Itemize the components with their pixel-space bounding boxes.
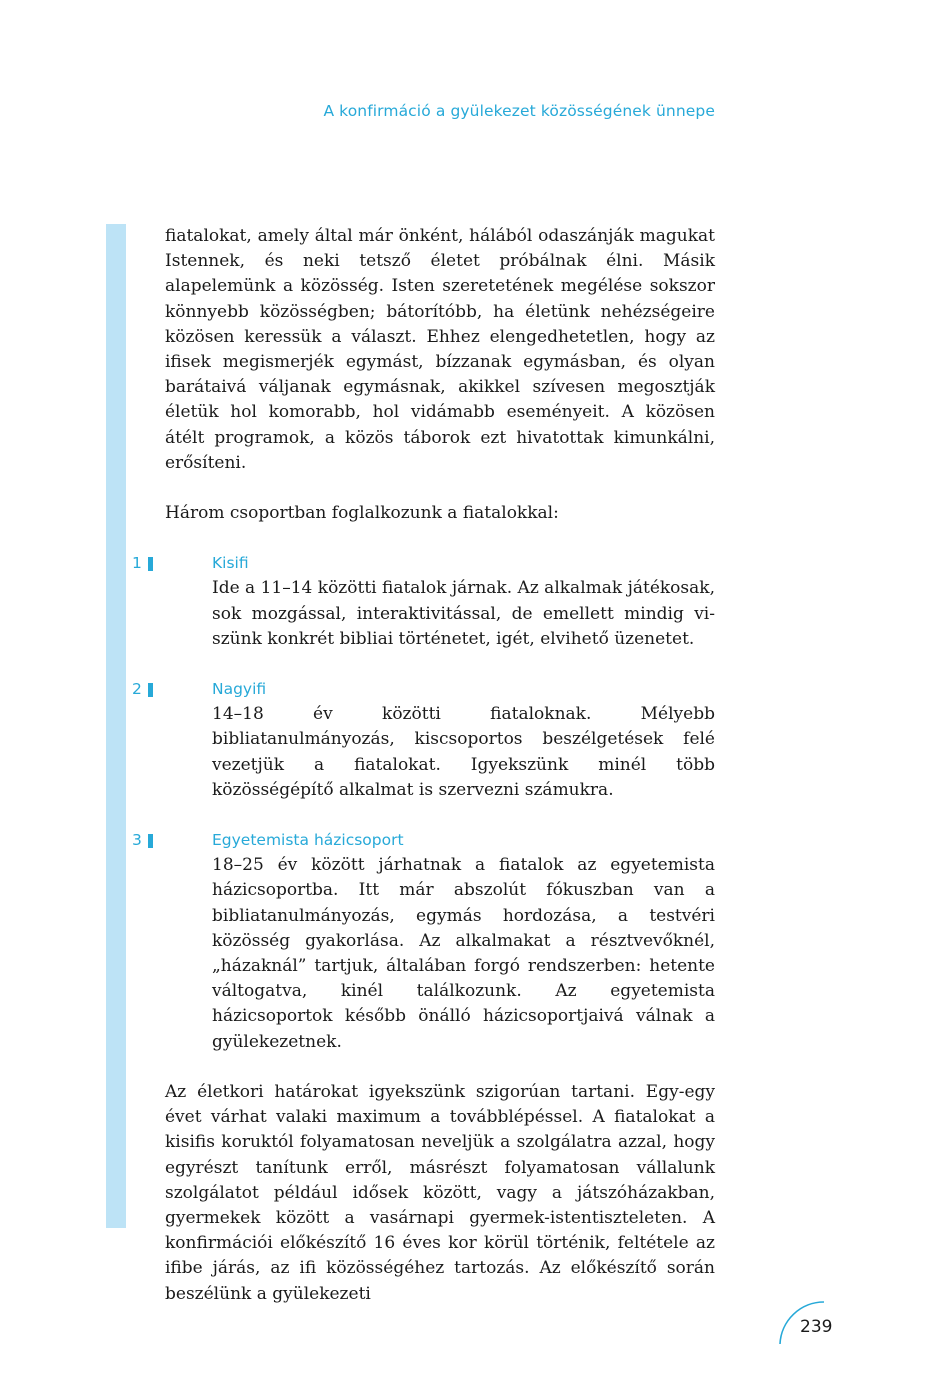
group-title: Kisifi <box>212 554 249 573</box>
group-number: 1 <box>132 554 142 573</box>
intro-paragraph: fiatalokat, amely által már önként, hálából odaszánják magukat Istennek, és neki tetsző életet próbálnak élni. Másik alapelemünk a közösség. Isten szeretetének megélése sokszor könnyebb közösségben; bátorítóbb, ha életünk nehézségeire közösen keressük a választ. Ehhez elengedhetetlen, hogy az ifisek megismerjék egymást, bízzanak egymásban, és olyan barátaivá váljanak egymásnak, akikkel szívesen megosztják életük hol komorabb, hol vidámabb eseményeit. A közösen átélt programok, a közös táborok ezt hivatottak kimunkálni, erősíteni. <box>165 226 715 473</box>
group-item-1 <box>132 551 715 652</box>
group-description: 18–25 év között járhatnak a fiatalok az egyetemista házicsoportba. Itt már abszolút fókuszban van a bibliatanulmányozás, egymás hordozása, a testvéri közösség gyakorlása. Az alkalmakat a résztvevőknél, „házaknál” tartjuk, általában forgó rendszerben: hetente váltogatva, kinél találkozunk. Az egyetemista házicsoportok később önálló házicsoportjaivá válnak a gyülekezetnek. <box>212 855 715 1052</box>
page-number: 239 <box>800 1317 833 1337</box>
group-description: Ide a 11–14 közötti fiatalok járnak. Az alkalmak játékosak, sok mozgással, interaktivitással, de emellett mindig viszünk konkrét bibliai történetet, igét, elvihető üzenetet. <box>212 578 715 649</box>
group-marker <box>148 557 153 571</box>
group-description: 14–18 év közötti fiataloknak. Mélyebb bibliatanulmányozás, kiscsoportos beszélgetések felé vezetjük a fiatalokat. Igyekszünk minél több közösségépítő alkalmat is szervezni számukra. <box>212 704 715 800</box>
group-marker <box>148 834 153 848</box>
group-item-3 <box>132 828 715 1055</box>
group-marker <box>148 683 153 697</box>
running-title: A konfirmáció a gyülekezet közösségének ünnepe <box>323 102 715 120</box>
group-title: Nagyifi <box>212 680 267 699</box>
group-item-2 <box>132 677 715 803</box>
closing-paragraph: Az életkori határokat igyekszünk szigorúan tartani. Egy-egy évet várhat valaki maximum a továbblépéssel. A fiatalokat a kisifis koruktól folyamatosan neveljük a szolgálatra azzal, hogy egyrészt tanítunk erről, másrészt folyamatosan vállalunk szolgálatot például idősek között, vagy a játszóházakban, gyermekek között a vasárnapi gyermek-istentiszteleten. A konfirmációi előkészítő 16 éves kor körül történik, feltétele az ifibe járás, az ifi közösségéhez tartozás. Az előkészítő során beszélünk a gyülekezeti <box>165 1081 715 1304</box>
side-bar <box>106 224 126 1228</box>
main-text <box>132 224 715 1307</box>
group-title: Egyetemista házicsoport <box>212 831 404 850</box>
group-number: 2 <box>132 680 142 699</box>
groups-intro: Három csoportban foglalkozunk a fiatalokkal: <box>165 503 559 524</box>
group-number: 3 <box>132 831 142 850</box>
